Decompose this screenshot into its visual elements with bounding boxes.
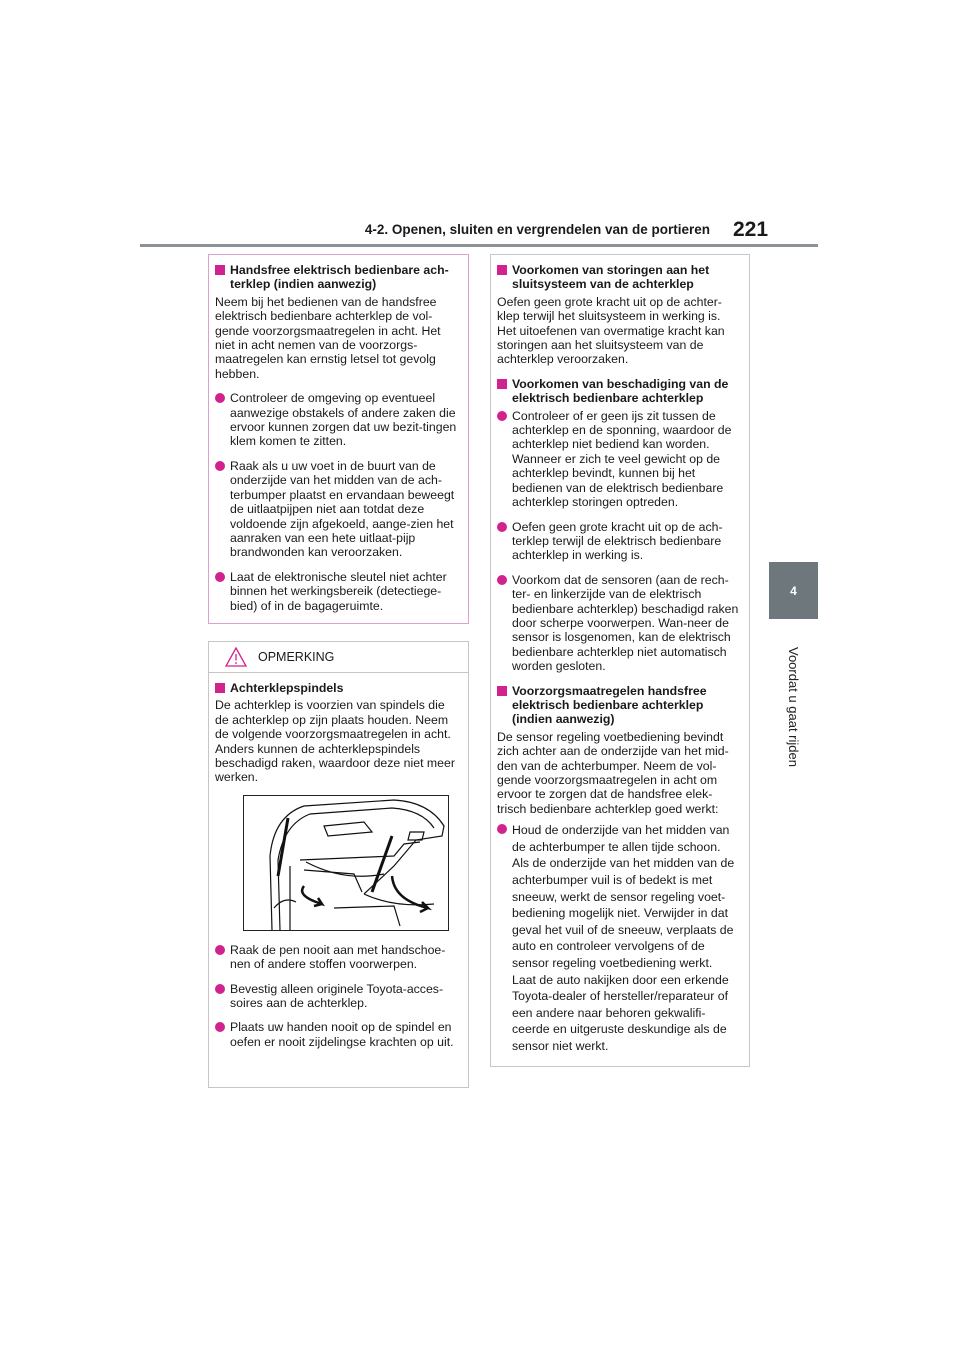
- circle-bullet-icon: [497, 411, 507, 421]
- list-item: [215, 982, 458, 1011]
- list-item: [497, 573, 739, 674]
- circle-bullet-icon: [215, 1022, 225, 1032]
- precautions-box: [490, 254, 750, 1067]
- list-item: [215, 1020, 458, 1049]
- heading-text: Voorzorgsmaatregelen handsfree elektrisch bedienbare achterklep (indien aanwezig): [512, 683, 707, 727]
- tailgate-drawing: [244, 796, 448, 930]
- note-box: [208, 641, 469, 1088]
- circle-bullet-icon: [497, 575, 507, 585]
- list-item-text: Bevestig alleen originele Toyota-acces-soires aan de achterklep.: [230, 981, 444, 1011]
- list-item: [497, 409, 739, 510]
- chapter-sidebar: [769, 619, 818, 795]
- circle-bullet-icon: [497, 522, 507, 532]
- square-bullet-icon: [215, 683, 225, 693]
- section-header-title: 4-2. Openen, sluiten en vergrendelen van de portieren: [364, 222, 710, 237]
- paragraph: De achterklep is voorzien van spindels die de achterklep op zijn plaats houden. Neem de volgende voorzorgsmaatregelen in acht. Anders kunnen de achterklepspindels beschadigd raken, waardoor deze niet meer werken.: [215, 698, 455, 785]
- list-item-text: Plaats uw handen nooit op de spindel en oefen er nooit zijdelingse krachten op uit.: [230, 1020, 454, 1049]
- note-title: OPMERKING: [258, 650, 335, 664]
- note-header: [209, 642, 468, 673]
- section-heading: [497, 684, 739, 727]
- circle-bullet-icon: [215, 461, 225, 471]
- section-heading: [497, 377, 739, 406]
- section-heading: [215, 263, 458, 292]
- circle-bullet-icon: [215, 572, 225, 582]
- list-item-text: Oefen geen grote kracht uit op de ach-terklep terwijl de elektrisch bedienbare achterklep in werking is.: [512, 519, 723, 563]
- list-item-text: Houd de onderzijde van het midden van de achterbumper te allen tijde schoon. Als de onderzijde van het midden van de achterbumper vuil is of bedekt is met sneeuw, werkt de sensor regeling voet-bediening mogelijk niet. Verwijder in dat geval het vuil of de sneeuw, verplaats de auto en controleer vervolgens of de sensor regeling voetbediening werkt. Laat de auto nakijken door een erkende Toyota-dealer of hersteller/reparateur of een andere naar behoren gekwalifi-ceerde en uitgeruste deskundige als de sensor niet werkt.: [512, 823, 735, 1053]
- warning-box: [208, 254, 469, 624]
- list-item: [497, 822, 739, 1054]
- circle-bullet-icon: [215, 945, 225, 955]
- list-item-text: Voorkom dat de sensoren (aan de rech-ter- en linkerzijde van de elektrisch bedienbare achterklep) beschadigd raken door scherpe voorwerpen. Wan-neer de sensor is losgenomen, kan de elektrisch bedienbare achterklep niet automatisch worden gesloten.: [512, 572, 739, 674]
- section-heading: [497, 263, 739, 292]
- chapter-title: Voordat u gaat rijden: [786, 647, 801, 767]
- square-bullet-icon: [497, 686, 507, 696]
- heading-text: Achterklepspindels: [230, 681, 344, 695]
- list-item-text: Controleer de omgeving op eventueel aanwezige obstakels of andere zaken die ervoor kunnen zorgen dat uw bezit-tingen klem komen te zitten.: [230, 391, 457, 449]
- header-rule: [140, 244, 818, 247]
- paragraph: Oefen geen grote kracht uit op de achter-klep terwijl het sluitsysteem in werking is. Het uitoefenen van overmatige kracht kan storingen aan het sluitsysteem van de achterklep veroorzaken.: [497, 294, 725, 367]
- heading-text: Handsfree elektrisch bedienbare ach-terklep (indien aanwezig): [230, 263, 449, 292]
- list-item: [497, 520, 739, 563]
- square-bullet-icon: [497, 265, 507, 275]
- square-bullet-icon: [497, 379, 507, 389]
- square-bullet-icon: [215, 265, 225, 275]
- list-item: [215, 570, 458, 613]
- warning-triangle-icon: [224, 646, 248, 668]
- paragraph: Neem bij het bedienen van de handsfree elektrisch bedienbare achterklep de vol-gende voorzorgsmaatregelen in acht. Het niet in acht nemen van de voorzorgs-maatregelen kan ernstig letsel tot gevolg hebben.: [215, 294, 441, 381]
- list-item: [215, 459, 458, 560]
- heading-text: Voorkomen van storingen aan het sluitsysteem van de achterklep: [512, 263, 710, 292]
- section-heading: [215, 681, 458, 695]
- list-item: [215, 943, 458, 972]
- circle-bullet-icon: [215, 984, 225, 994]
- tailgate-spindle-illustration: [243, 795, 449, 931]
- list-item-text: Raak de pen nooit aan met handschoe-nen of andere stoffen voorwerpen.: [230, 942, 446, 972]
- list-item-text: Raak als u uw voet in de buurt van de onderzijde van het midden van de ach-terbumper plaatst en ervandaan beweegt de uitlaatpijpen niet aan totdat deze voldoende zijn afgekoeld, aange-zien het aanraken van een hete uitlaat-pijp brandwonden kan veroorzaken.: [230, 458, 455, 560]
- heading-text: Voorkomen van beschadiging van de elektrisch bedienbare achterklep: [512, 376, 729, 406]
- list-item: [215, 391, 458, 449]
- page-number: 221: [733, 218, 769, 241]
- paragraph: De sensor regeling voetbediening bevindt zich achter aan de onderzijde van het mid-den van de achterbumper. Neem de vol-gende voorzorgsmaatregelen in acht om ervoor te zorgen dat de handsfree elek-trisch bedienbare achterklep goed werkt:: [497, 729, 729, 816]
- chapter-tab: 4: [769, 562, 818, 619]
- circle-bullet-icon: [215, 393, 225, 403]
- list-item-text: Laat de elektronische sleutel niet achter binnen het werkingsbereik (detectiege-bied) of in de bagageruimte.: [230, 569, 447, 613]
- list-item-text: Controleer of er geen ijs zit tussen de achterklep en de sponning, waardoor de achterklep niet bediend kan worden. Wanneer er zich te veel gewicht op de achterklep bevindt, kunnen bij het bedienen van de elektrisch bedienbare achterklep storingen optreden.: [512, 408, 732, 510]
- circle-bullet-icon: [497, 824, 507, 834]
